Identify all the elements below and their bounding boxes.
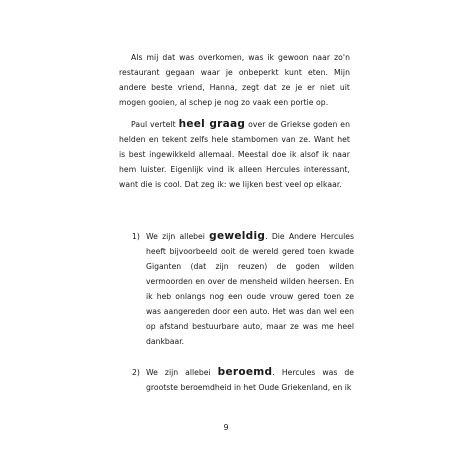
paragraph-2-text-end: over de Griekse goden en helden en tekent zelfs hele stambomen van ze. Want het is best ingewikkeld allemaal. Meestal doe ik alsof ik naar hem luister. Eigenlijk vind ik alleen Hercules interessant, want die is cool. Dat zeg ik: we lijken best veel op elkaar. [119,120,351,189]
paragraph-2-text-start: Paul vertelt [131,120,179,129]
paragraph-1 [119,50,350,110]
paragraph-1-text: Als mij dat was overkomen, was ik gewoon naar zo'n restaurant gegaan waar je onbeperkt kunt eten. Mijn andere beste vriend, Hanna, zegt dat ze je er niet uit mogen gooien, al schep je nog zo vaak een portie op. [119,53,350,107]
list-item-1-number: 1) [132,232,140,241]
list-item-1-text-end: . Die Andere Hercules heeft bijvoorbeeld ooit de wereld gered toen kwade Giganten (dat zijn reuzen) de goden wilden vermoorden en over de mensheid wilden heersen. En ik heb onlangs nog een oude vrouw gered toen ze was aangereden door een auto. Het was dan wel een op afstand bestuurbare auto, maar ze was me heel dankbaar. [146,232,354,346]
paragraph-2-emphasis: heel graag [178,118,246,130]
paragraph-2 [119,117,350,192]
list-item-2-number: 2) [132,368,140,377]
list-item-2-text-start: We zijn allebei [146,368,218,377]
list-item-2-text-end: . Hercules was de grootste beroemdheid in het Oude Griekenland, en ik [146,368,354,392]
list-item-1 [132,229,354,349]
list-item-2 [132,365,354,395]
list-item-1-emphasis: geweldig [209,230,266,242]
list-item-1-text-start: We zijn allebei [146,232,210,241]
page-number: 9 [223,423,229,432]
list-item-2-emphasis: beroemd [217,366,273,378]
